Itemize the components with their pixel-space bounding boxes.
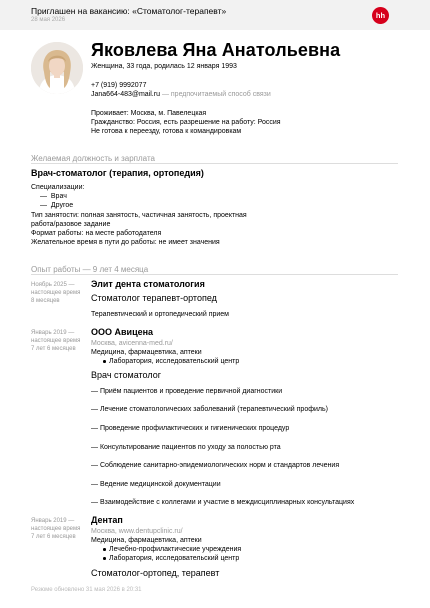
- section-title-desired: Желаемая должность и зарплата: [31, 154, 155, 163]
- avatar-photo: [31, 42, 83, 94]
- work-format: Формат работы: на месте работодателя: [31, 230, 162, 237]
- employment-type-cont: работа/разовое задание: [31, 221, 111, 228]
- candidate-info: Женщина, 33 года, родилась 12 января 1993: [91, 63, 237, 70]
- job-position: Стоматолог терапевт-ортопед: [91, 293, 217, 303]
- resume-updated: Резюме обновлено 31 мая 2026 в 20:31: [31, 587, 142, 593]
- section-title-experience: Опыт работы — 9 лет 4 месяца: [31, 265, 149, 274]
- divider: [31, 163, 398, 164]
- email-row: [91, 90, 271, 99]
- spec-item: — Другое: [40, 202, 74, 209]
- job-duty: — Лечение стоматологических заболеваний (терапевтический профиль): [91, 406, 328, 413]
- job-company: Дентап: [91, 515, 123, 525]
- job-company: ООО Авицена: [91, 327, 154, 337]
- citizenship: Гражданство: Россия, есть разрешение на работу: Россия: [91, 119, 281, 126]
- job-position: Стоматолог-ортопед, терапевт: [91, 568, 220, 578]
- job-period: Ноябрь 2025 — настоящее время 8 месяцев: [31, 282, 81, 304]
- spec-item: — Врач: [40, 193, 67, 200]
- job-period: Январь 2019 — настоящее время 7 лет 6 месяцев: [31, 518, 81, 540]
- bullet: [103, 548, 106, 551]
- email-link[interactable]: Jana664-483@mail.ru: [91, 91, 160, 98]
- invitation-date: 28 мая 2026: [31, 17, 66, 23]
- avatar: [31, 42, 83, 94]
- job-subindustry: Лаборатория, исследовательский центр: [109, 358, 240, 365]
- job-description: Терапевтический и ортопедический прием: [91, 311, 229, 318]
- bullet: [103, 360, 106, 363]
- job-industry: Медицина, фармацевтика, аптеки: [91, 537, 202, 544]
- hh-logo[interactable]: hh: [372, 7, 389, 24]
- job-duty: — Взаимодействие с коллегами и участие в междисциплинарных консультациях: [91, 499, 355, 506]
- job-industry: Медицина, фармацевтика, аптеки: [91, 349, 202, 356]
- job-duty: — Ведение медицинской документации: [91, 481, 221, 488]
- bullet: [103, 557, 106, 560]
- divider: [31, 274, 398, 275]
- job-company: Элит дента стоматология: [91, 279, 205, 289]
- job-site[interactable]: Москва, www.dentupclinic.ru/: [91, 528, 183, 535]
- job-position: Врач стоматолог: [91, 370, 161, 380]
- residence: Проживает: Москва, м. Павелецкая: [91, 110, 207, 117]
- job-duty: — Проведение профилактических и гигиенических процедур: [91, 425, 290, 432]
- job-subindustry: Лаборатория, исследовательский центр: [109, 555, 240, 562]
- job-duty: — Соблюдение санитарно-эпидемиологических норм и стандартов лечения: [91, 462, 340, 469]
- relocation: Не готова к переезду, готова к командировкам: [91, 128, 242, 135]
- spec-label: Специализации:: [31, 184, 85, 191]
- employment-type: Тип занятости: полная занятость, частичная занятость, проектная: [31, 212, 247, 219]
- job-site[interactable]: Москва, avicenna-med.ru/: [91, 340, 173, 347]
- candidate-name: Яковлева Яна Анатольевна: [91, 40, 341, 60]
- phone[interactable]: +7 (919) 9992077: [91, 82, 147, 89]
- job-duty: — Приём пациентов и проведение первичной диагностики: [91, 388, 283, 395]
- job-period: Январь 2019 — настоящее время 7 лет 6 месяцев: [31, 330, 81, 352]
- travel-time: Желательное время в пути до работы: не имеет значения: [31, 239, 220, 246]
- job-subindustry: Лечебно-профилактические учреждения: [109, 546, 242, 553]
- invitation-title: Приглашен на вакансию: «Стоматолог-терапевт»: [31, 6, 227, 16]
- desired-position: Врач-стоматолог (терапия, ортопедия): [31, 168, 204, 178]
- job-duty: — Консультирование пациентов по уходу за полостью рта: [91, 444, 281, 451]
- email-note: — предпочитаемый способ связи: [161, 91, 271, 98]
- top-bar: [0, 0, 430, 30]
